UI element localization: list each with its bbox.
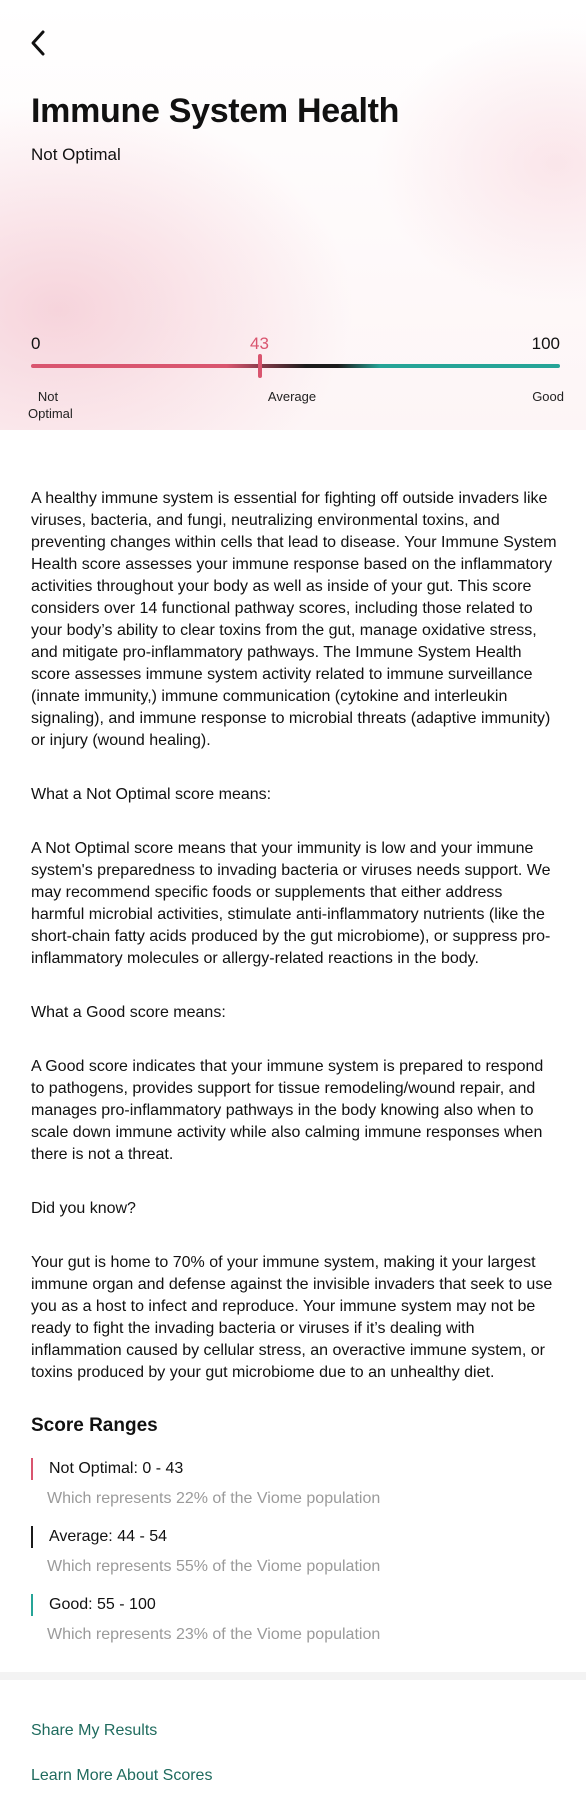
not-optimal-paragraph: A Not Optimal score means that your immunity is low and your immune system's preparedness to invading bacteria or viruses needs support. We may recommend specific foods or supplements that either address harmful microbial activities, stimulate anti-inflammatory nutrients (like the short-chain fatty acids produced by the gut microbiome), or suppress pro-inflammatory molecules or allergy-related reactions in the body.	[31, 840, 551, 967]
scale-max-label: 100	[531, 334, 560, 353]
learn-more-link[interactable]: Learn More About Scores	[31, 1767, 213, 1784]
did-you-know-heading: Did you know?	[31, 1200, 136, 1217]
range-label: Good: 55 - 100	[49, 1596, 156, 1613]
score-marker	[258, 354, 262, 378]
score-scale-track	[31, 364, 560, 368]
score-status: Not Optimal	[31, 145, 121, 164]
not-optimal-heading: What a Not Optimal score means:	[31, 786, 272, 803]
range-label: Average: 44 - 54	[49, 1528, 168, 1545]
scale-label-not-optimal-line2: Optimal	[28, 406, 73, 421]
back-button[interactable]	[26, 26, 52, 60]
range-indicator-bar	[31, 1526, 33, 1548]
score-description	[31, 488, 560, 1384]
good-heading: What a Good score means:	[31, 1004, 226, 1021]
range-description: Which represents 55% of the Viome population	[47, 1558, 381, 1575]
share-results-link[interactable]: Share My Results	[31, 1722, 158, 1739]
chevron-left-icon	[26, 26, 52, 60]
scale-label-not-optimal	[28, 388, 73, 422]
range-indicator-bar	[31, 1458, 33, 1480]
range-description: Which represents 23% of the Viome population	[47, 1626, 381, 1643]
scale-label-not-optimal-line1: Not	[37, 389, 59, 404]
scale-min-label: 0	[31, 334, 41, 353]
scale-label-good: Good	[532, 389, 564, 404]
score-header	[0, 0, 586, 430]
intro-paragraph: A healthy immune system is essential for fighting off outside invaders like viruses, bacteria, and fungi, neutralizing environmental toxins, and preventing changes within cells that lead to disease. Your Immune System Health score assesses your immune response based on the inflammatory activities throughout your body as well as inside of your gut. This score considers over 14 functional pathway scores, including those related to your body’s ability to clear toxins from the gut, manage oxidative stress, and mitigate pro-inflammatory pathways. The Immune System Health score assesses immune system activity related to immune surveillance (innate immunity,) immune communication (cytokine and interleukin signaling), and immune response to microbial threats (adaptive immunity) or injury (wound healing).	[31, 490, 557, 749]
section-divider	[0, 1672, 586, 1680]
did-you-know-paragraph: Your gut is home to 70% of your immune system, making it your largest immune organ and defense against the invisible invaders that seek to use you as a host to infect and reproduce. Your immune system may not be ready to fight the invading bacteria or viruses if it’s dealing with inflammation caused by cellular stress, an overactive immune system, or toxins produced by your gut microbiome due to an unhealthy diet.	[31, 1254, 553, 1381]
range-description: Which represents 22% of the Viome population	[47, 1490, 381, 1507]
good-paragraph: A Good score indicates that your immune system is prepared to respond to pathogens, provides support for tissue remodeling/wound repair, and manages pro-inflammatory pathways in the body knowing also when to scale down immune activity while also calming immune responses when there is not a threat.	[31, 1058, 544, 1163]
score-value: 43	[250, 334, 269, 353]
page-title: Immune System Health	[31, 92, 400, 130]
range-indicator-bar	[31, 1594, 33, 1616]
scale-label-average: Average	[267, 389, 317, 404]
range-label: Not Optimal: 0 - 43	[49, 1460, 184, 1477]
score-ranges-title: Score Ranges	[31, 1415, 158, 1436]
